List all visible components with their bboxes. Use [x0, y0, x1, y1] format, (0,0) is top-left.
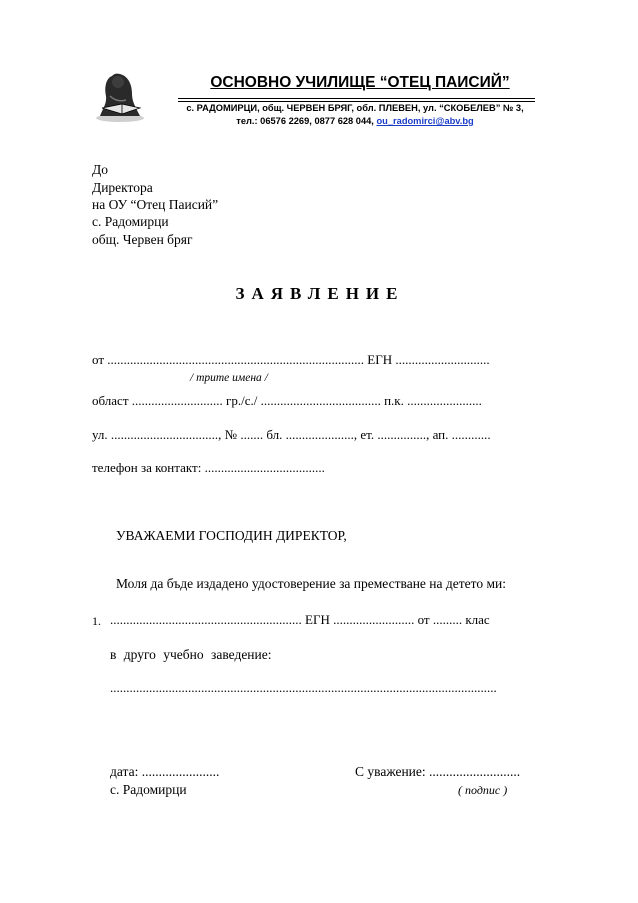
- child-egn-class-line: ........................................................... ЕГН ......................... от ......... клас: [110, 612, 490, 627]
- names-hint: / трите имена /: [190, 372, 268, 384]
- other-school-label: в друго учебно заведение:: [110, 647, 272, 662]
- school-name: ОСНОВНО УЧИЛИЩЕ “ОТЕЦ ПАИСИЙ”: [210, 74, 510, 91]
- signature-hint: ( подпис ): [458, 783, 508, 797]
- other-school-dots: .......................................................................................................................: [110, 680, 497, 695]
- region-city-postcode-line: област ............................ гр./с./ ..................................... п.к. .......................: [92, 393, 482, 408]
- from-egn-line: от ............................................................................... ЕГН .............................: [92, 352, 490, 367]
- recipient-line-4: с. Радомирци: [92, 214, 169, 229]
- school-logo-figure-reading-icon: [92, 68, 148, 124]
- recipient-line-1: До: [92, 162, 108, 177]
- date-line: дата: .......................: [110, 764, 220, 779]
- header-rule-thick: [178, 98, 535, 99]
- contact-phone-line: телефон за контакт: .....................................: [92, 460, 325, 475]
- school-address: с. РАДОМИРЦИ, общ. ЧЕРВЕН БРЯГ, обл. ПЛЕВЕН, ул. “СКОБЕЛЕВ” № 3,: [186, 103, 524, 113]
- regards-line: С уважение: ...........................: [355, 764, 521, 779]
- recipient-line-3: на ОУ “Отец Паисий”: [92, 197, 219, 212]
- school-email-link[interactable]: ou_radomirci@abv.bg: [376, 116, 474, 126]
- recipient-line-2: Директора: [92, 180, 153, 195]
- recipient-line-5: общ. Червен бряг: [92, 232, 193, 247]
- salutation: УВАЖАЕМИ ГОСПОДИН ДИРЕКТОР,: [116, 528, 347, 543]
- village-name: с. Радомирци: [110, 782, 187, 797]
- street-address-line: ул. ................................., № ....... бл. ....................., ет. ..............., ап. ............: [92, 427, 491, 442]
- document-title: ЗАЯВЛЕНИЕ: [235, 284, 405, 303]
- request-text: Моля да бъде издадено удостоверение за преместване на детето ми:: [116, 576, 507, 591]
- school-phone: тел.: 06576 2269, 0877 628 044,: [236, 116, 374, 126]
- school-logo: [92, 68, 148, 124]
- school-contacts: [150, 116, 560, 126]
- header-rule-thin: [178, 101, 535, 102]
- item-number: 1.: [92, 614, 101, 628]
